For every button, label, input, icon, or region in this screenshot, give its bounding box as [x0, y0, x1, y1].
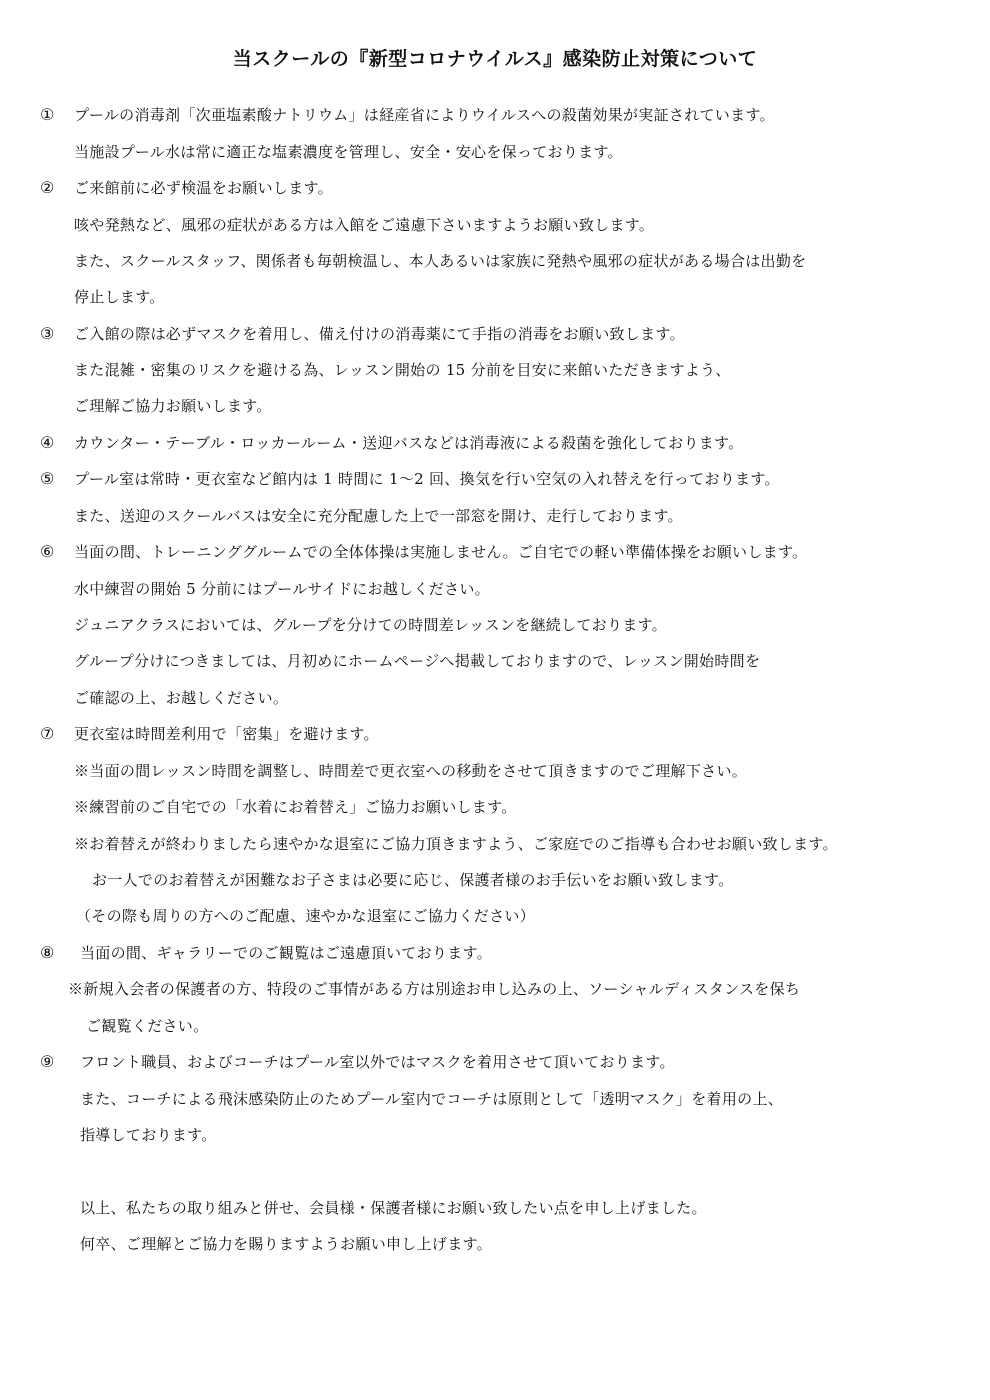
item-2-line-2: 咳や発熱など、風邪の症状がある方は入館をご遠慮下さいますようお願い致します。: [74, 216, 655, 234]
item-6-line-4: グループ分けにつきましては、月初めにホームページへ掲載しておりますので、レッスン開始時間を: [74, 652, 761, 670]
item-5-line-2: また、送迎のスクールバスは安全に充分配慮した上で一部窓を開け、走行しております。: [74, 507, 683, 525]
item-number-7: ⑦: [40, 724, 55, 743]
item-5-line-1: プール室は常時・更衣室など館内は 1 時間に 1～2 回、換気を行い空気の入れ替えを行っております。: [74, 470, 780, 488]
item-9-line-3: 指導しております。: [80, 1126, 217, 1144]
item-4-line-1: カウンター・テーブル・ロッカールーム・送迎バスなどは消毒液による殺菌を強化しております。: [74, 434, 744, 452]
item-3-line-2: また混雑・密集のリスクを避ける為、レッスン開始の 15 分前を目安に来館いただきますよう、: [74, 361, 731, 379]
item-9-line-2: また、コーチによる飛沫感染防止のためプール室内でコーチは原則として「透明マスク」を着用の上、: [80, 1090, 784, 1108]
item-number-9: ⑨: [40, 1052, 55, 1071]
item-6-line-5: ご確認の上、お越しください。: [74, 689, 289, 707]
item-3-line-3: ご理解ご協力お願いします。: [74, 397, 272, 415]
item-number-1: ①: [40, 105, 55, 124]
item-number-6: ⑥: [40, 542, 55, 561]
item-6-line-2: 水中練習の開始 5 分前にはプールサイドにお越しください。: [74, 580, 490, 598]
item-number-2: ②: [40, 178, 55, 197]
item-number-8: ⑧: [40, 943, 55, 962]
item-7-line-2: ※当面の間レッスン時間を調整し、時間差で更衣室への移動をさせて頂きますのでご理解下さい。: [74, 762, 748, 780]
item-7-line-5: お一人でのお着替えが困難なお子さまは必要に応じ、保護者様のお手伝いをお願い致します。: [92, 871, 734, 889]
closing-line-2: 何卒、ご理解とご協力を賜りますようお願い申し上げます。: [80, 1235, 492, 1253]
item-8-line-3: ご観覧ください。: [86, 1017, 209, 1035]
item-7-line-6: （その際も周りの方へのご配慮、速やかな退室にご協力ください）: [76, 907, 536, 925]
item-7-line-4: ※お着替えが終わりましたら速やかな退室にご協力頂きますよう、ご家庭でのご指導も合わせお願い致します。: [74, 835, 838, 853]
item-2-line-4: 停止します。: [74, 288, 165, 306]
item-1-line-2: 当施設プール水は常に適正な塩素濃度を管理し、安全・安心を保っております。: [74, 143, 623, 161]
item-number-4: ④: [40, 433, 55, 452]
item-7-line-3: ※練習前のご自宅での「水着にお着替え」ご協力お願いします。: [74, 798, 517, 816]
item-6-line-3: ジュニアクラスにおいては、グループを分けての時間差レッスンを継続しております。: [74, 616, 667, 634]
item-8-line-1: 当面の間、ギャラリーでのご観覧はご遠慮頂いております。: [80, 944, 492, 962]
item-6-line-1: 当面の間、トレーニンググルームでの全体体操は実施しません。ご自宅での軽い準備体操をお願いします。: [74, 543, 808, 561]
item-2-line-3: また、スクールスタッフ、関係者も毎朝検温し、本人あるいは家族に発熱や風邪の症状がある場合は出勤を: [74, 252, 807, 270]
item-1-line-1: プールの消毒剤「次亜塩素酸ナトリウム」は経産省によりウイルスへの殺菌効果が実証されています。: [74, 106, 775, 124]
item-number-5: ⑤: [40, 469, 55, 488]
closing-line-1: 以上、私たちの取り組みと併せ、会員様・保護者様にお願い致したい点を申し上げました。: [80, 1199, 707, 1217]
document-title: 当スクールの『新型コロナウイルス』感染防止対策について: [232, 48, 758, 70]
item-number-3: ③: [40, 324, 55, 343]
item-7-line-1: 更衣室は時間差利用で「密集」を避けます。: [74, 725, 379, 743]
item-2-line-1: ご来館前に必ず検温をお願いします。: [74, 179, 333, 197]
item-9-line-1: フロント職員、およびコーチはプール室以外ではマスクを着用させて頂いております。: [80, 1053, 675, 1071]
item-8-line-2: ※新規入会者の保護者の方、特段のご事情がある方は別途お申し込みの上、ソーシャルディスタンスを保ち: [68, 980, 801, 998]
item-3-line-1: ご入館の際は必ずマスクを着用し、備え付けの消毒薬にて手指の消毒をお願い致します。: [74, 325, 685, 343]
